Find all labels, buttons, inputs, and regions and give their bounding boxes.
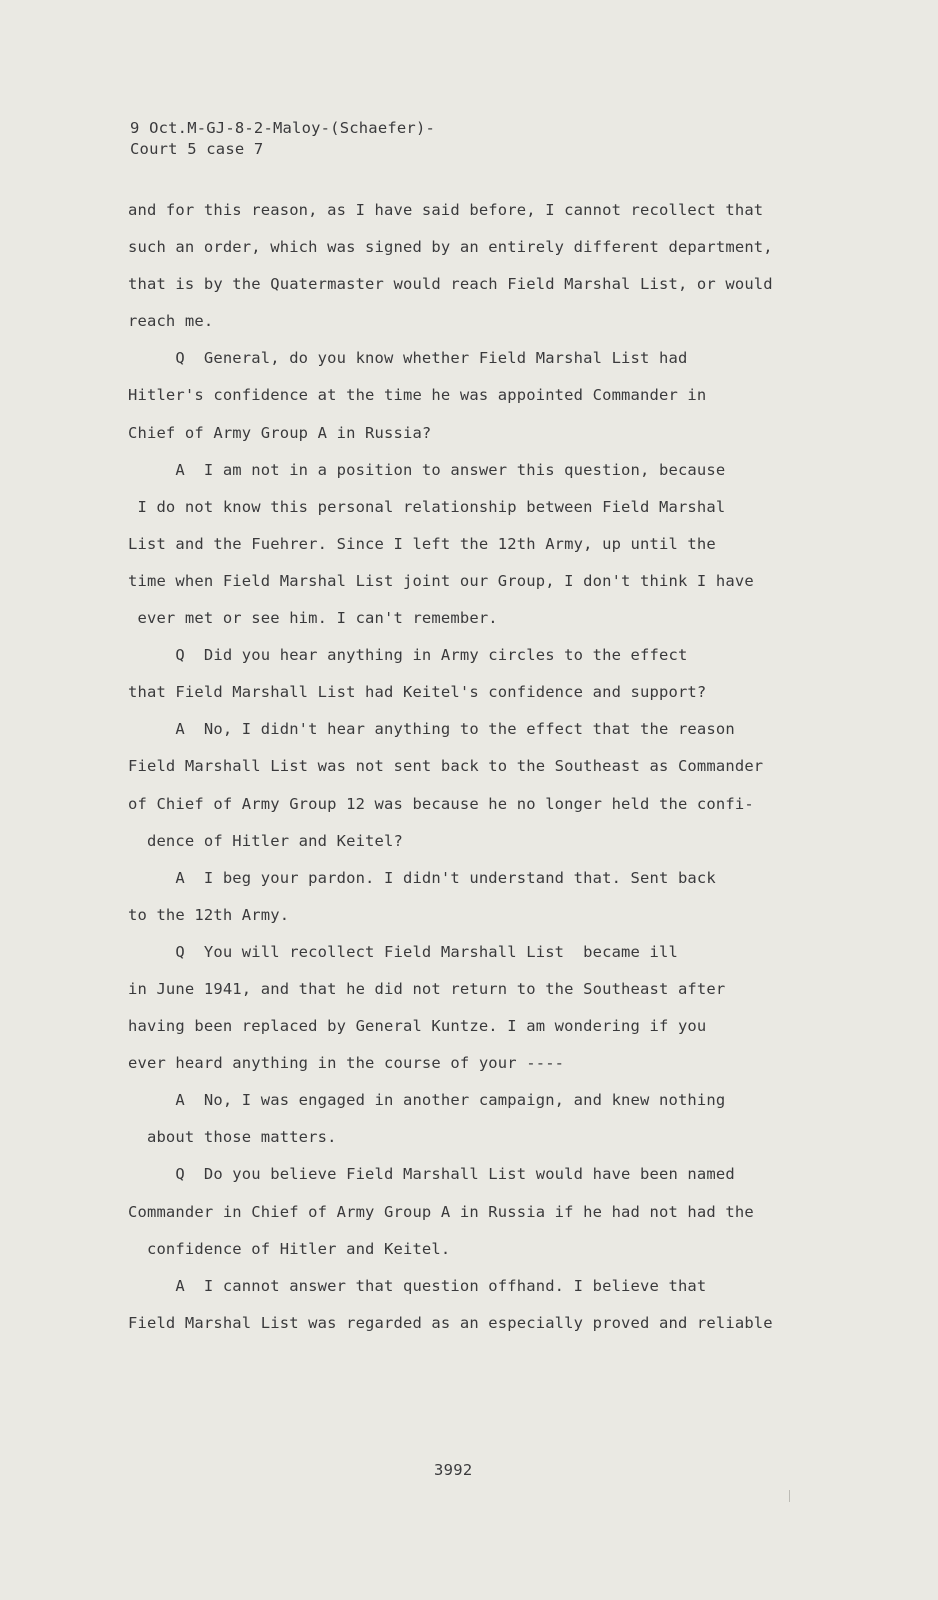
transcript-line: ever met or see him. I can't remember. xyxy=(128,609,498,628)
transcript-line: Commander in Chief of Army Group A in Russia if he had not had the xyxy=(128,1202,754,1221)
header-line-2: Court 5 case 7 xyxy=(130,140,264,158)
transcript-line: ever heard anything in the course of your ---- xyxy=(128,1054,565,1073)
transcript-line: Hitler's confidence at the time he was appointed Commander in xyxy=(128,386,707,405)
transcript-line: A I am not in a position to answer this question, because xyxy=(128,460,726,479)
transcript-line: that is by the Quatermaster would reach Field Marshal List, or would xyxy=(128,275,773,294)
transcript-line: Q Did you hear anything in Army circles to the effect xyxy=(128,646,688,665)
transcript-line: List and the Fuehrer. Since I left the 12th Army, up until the xyxy=(128,534,716,553)
page-number: 3992 xyxy=(434,1461,473,1479)
transcript-line: having been replaced by General Kuntze. I am wondering if you xyxy=(128,1017,707,1036)
transcript-line: Q General, do you know whether Field Marshal List had xyxy=(128,349,688,368)
transcript-line: of Chief of Army Group 12 was because he no longer held the confi- xyxy=(128,794,754,813)
transcript-line: about those matters. xyxy=(128,1128,337,1147)
transcript-line: Q You will recollect Field Marshall List became ill xyxy=(128,942,678,961)
transcript-line: Q Do you believe Field Marshall List would have been named xyxy=(128,1165,735,1184)
transcript-line: confidence of Hitler and Keitel. xyxy=(128,1239,451,1258)
transcript-body xyxy=(128,200,828,1350)
header-line-1: 9 Oct.M-GJ-8-2-Maloy-(Schaefer)- xyxy=(130,119,436,137)
transcript-line: Field Marshall List was not sent back to the Southeast as Commander xyxy=(128,757,764,776)
transcript-line: time when Field Marshal List joint our Group, I don't think I have xyxy=(128,571,754,590)
transcript-line: that Field Marshall List had Keitel's confidence and support? xyxy=(128,683,707,702)
transcript-line: Field Marshal List was regarded as an especially proved and reliable xyxy=(128,1313,773,1332)
transcript-line: A I cannot answer that question offhand. I believe that xyxy=(128,1276,707,1295)
transcript-line: A No, I was engaged in another campaign, and knew nothing xyxy=(128,1091,726,1110)
transcript-line: reach me. xyxy=(128,312,214,331)
transcript-line: A No, I didn't hear anything to the effect that the reason xyxy=(128,720,735,739)
paper-mark xyxy=(789,1490,790,1502)
transcript-line: such an order, which was signed by an entirely different department, xyxy=(128,238,773,257)
transcript-line: and for this reason, as I have said before, I cannot recollect that xyxy=(128,201,764,219)
transcript-line: A I beg your pardon. I didn't understand that. Sent back xyxy=(128,868,716,887)
document-header xyxy=(130,118,435,160)
transcript-line: dence of Hitler and Keitel? xyxy=(128,831,403,850)
transcript-line: in June 1941, and that he did not return to the Southeast after xyxy=(128,979,726,998)
transcript-line: Chief of Army Group A in Russia? xyxy=(128,423,432,442)
transcript-line: to the 12th Army. xyxy=(128,905,290,924)
transcript-line: I do not know this personal relationship between Field Marshal xyxy=(128,497,726,516)
